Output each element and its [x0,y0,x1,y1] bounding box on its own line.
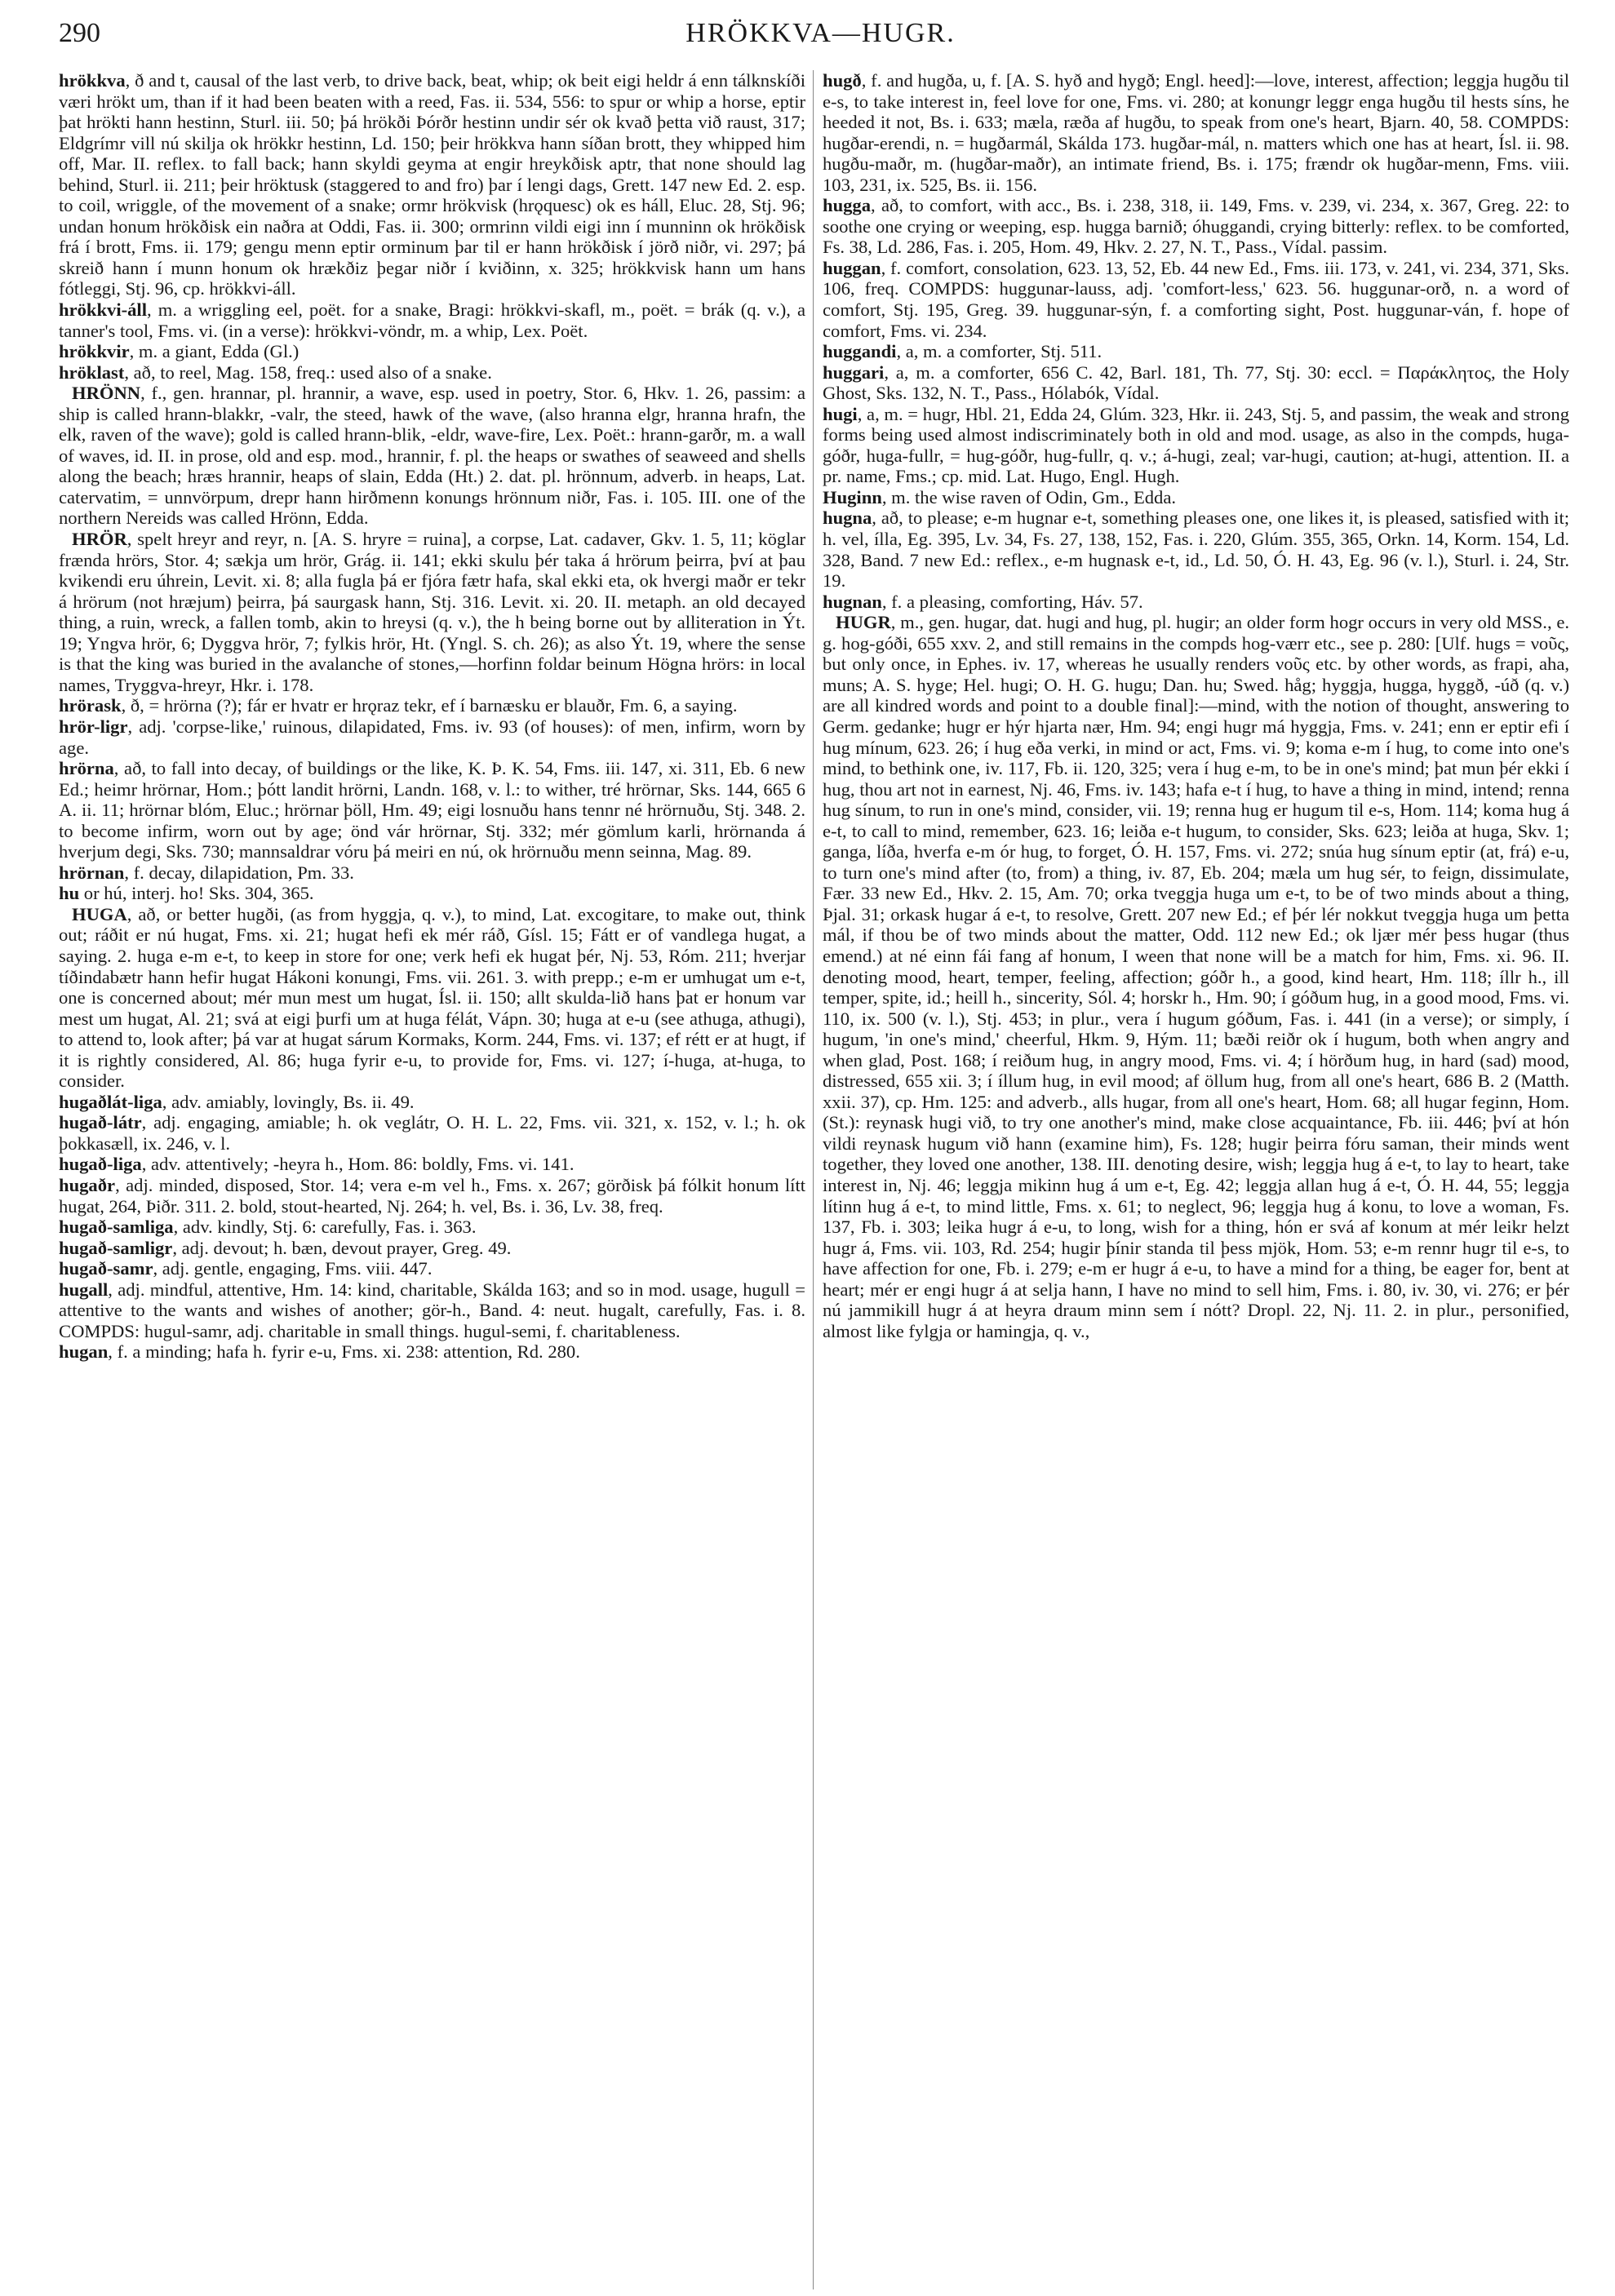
dictionary-entry [823,487,1569,508]
dictionary-entry [59,1258,805,1279]
entry-text: , spelt hreyr and reyr, n. [A. S. hryre = ruina], a corpse, Lat. cadaver, Gkv. 1. 5, 11; köglar frænda hrörs, Stor. 4; sækja um hrör, Grág. ii. 141; ekki skulu þér taka á hrörum þeirra, því at þau kvikendi eru úhrein, Levit. xi. 8; alla fugla þá er fjóra fætr hafa, skal ekki eta, ok hvergi maðr er tekr á hrörum (not hræjum) þeirra, þá saurgask hann, Stj. 316. Levit. xi. 20. II. metaph. an old decayed thing, a ruin, wreck, a fallen tomb, akin to hreysi (q. v.), the h being borne out by alliteration in Ýt. 19; Yngva hrör, 6; Dyggva hrör, 7; fylkis hrör, Ht. (Yngl. S. ch. 26); as also Ýt. 19, where the sense is that the king was buried in the avalanche of stones,—horfinn foldar beinum Högna hrörs: in local names, Tryggva-hreyr, Hkr. i. 178. [59,529,805,695]
headword: hrökkva [59,70,126,91]
entry-text: , m., gen. hugar, dat. hugi and hug, pl. hugir; an older form hogr occurs in very old MSS., e. g. hog-góði, 655 xxv. 2, and still remains in the compds hog-værr etc., see p. 280: [Ulf. hugs = νοῦς, but only once, in Ephes. iv. 17, whereas he usually renders νοῦς etc. by other words, as frapi, aha, muns; A. S. hyge; Hel. hugi; O. H. G. hugu; Dan. hu; Swed. håg; hyggja, hugga, hyggð, -úð (q. v.) are all kindred words and point to a double final]:—mind, with the notion of thought, answering to Germ. gedanke; hugr er hýr hjarta nær, Hm. 94; engi hugr má hyggja, Fms. v. 241; enn er eptir efi í hug mínum, 623. 26; í hug eða verki, in mind or act, Fms. vi. 9; koma e-m í hug, to come into one's mind, to bethink one, iv. 117, Fb. ii. 120, 325; vera í hug e-m, to be in one's mind; þat mun þér ekki í hug, thou art not in earnest, Nj. 46, Fms. iv. 143; hafa e-t í hug, to have a thing in mind, intend; renna hug sínum, to run in one's mind, consider, vii. 19; renna hug er hugum til e-s, Hom. 114; koma hug á e-t, to call to mind, remember, 623. 16; leiða e-t hugum, to consider, Sks. 623; leiða at huga, Skv. 1; ganga, líða, hverfa e-m ór hug, to forget, Ó. H. 157, Fms. vi. 272; snúa hug sínum eptir (at, frá) e-u, to turn one's mind after (to, from) a thing, iv. 87, Eb. 204; mæla um hug sér, to feign, dissimulate, Fær. 33 new Ed., Hkv. 2. 15, Am. 70; orka tveggja huga um e-t, to be of two minds about a thing, Þjal. 31; orkask hugar á e-t, to resolve, Grett. 207 new Ed.; ef þér lér nokkut tveggja huga um þetta mál, if thou be of two minds about the matter, Odd. 112 new Ed.; ok ljær mér þess hugar (thus emend.) at né einn fái fang af honum, I ween that none will be a match for him, Fms. xi. 96. II. denoting mood, heart, temper, feeling, affection; góðr h., a good, kind heart, Hm. 118; íllr h., ill temper, spite, id.; heill h., sincerity, Sól. 4; horskr h., Hm. 90; í góðum hug, in a good mood, Fms. vi. 110, ix. 500 (v. l.), Stj. 453; in plur., vera í hugum góðum, Fas. i. 441 (in a verse); or simply, í hugum, 'in one's mind,' cheerful, Hkm. 9, Hým. 11; bæði reiðr ok í hugum, both when angry and when glad, Post. 168; í reiðum hug, in angry mood, Fms. vi. 4; í hörðum hug, in hard (sad) mood, distressed, 655 xii. 3; í íllum hug, in evil mood; af öllum hug, from all one's heart, 686 B. 2 (Matth. xxii. 37), cp. Hm. 125: and adverb., alls hugar, from all one's heart, Hom. 68; all hugar feginn, Hom. (St.): reynask hugi við, to try one another's mind, make close acquaintance, Fb. iii. 446; því at hón vildi reynask hugum við hann (examine him), Fs. 128; hugir þeirra fóru saman, their minds went together, they loved one another, 138. III. denoting desire, wish; leggja hug á e-t, to lay to heart, take interest in, Nj. 46; leggja mikinn hug á um e-t, Eg. 42; leggja allan hug á e-t, Ó. H. 44, 55; leggja lítinn hug á e-t, to mind little, Fms. x. 61; to neglect, 96; leggja hug á konu, to love a woman, Fs. 137, Fb. i. 303; leika hugr á e-u, to long, wish for a thing, hón er svá af konum at mér leikr helzt hugr á, Fms. vii. 103, Rd. 254; hugir þínir standa til þess mjök, Hom. 53; e-m rennr hugr til e-s, to have affection for one, Fb. i. 279; e-m er hugr á e-u, to have a mind for a thing, be eager for, bent at heart; mér er engi hugr á at selja hann, I have no mind to sell him, Fms. i. 80, iv. 30, vi. 276; er þér nú jammikill hugr á at heyra draum minn sem í nótt? Dropl. 22, Nj. 11. 2. in plur., personified, almost like fylgja or hamingja, q. v., [823,612,1569,1341]
entry-text: , m. a wriggling eel, poët. for a snake, Bragi: hrökkvi-skafl, m., poët. = brák (q. v.), a tanner's tool, Fms. vi. (in a verse): hrökkvi-vöndr, m. a whip, Lex. Poët. [59,299,805,341]
entry-text: , f. decay, dilapidation, Pm. 33. [124,862,354,883]
dictionary-entry [59,1238,805,1259]
headword: HRÖNN [72,383,141,404]
entry-text: , ð and t, causal of the last verb, to drive back, beat, whip; ok beit eigi heldr á enn tálknskíði væri hrökt um, than if it had been beaten with a reed, Fas. ii. 534, 556: to spur or whip a horse, eptir þat hrökti hann hestinn, Sturl. iii. 50; þá hrökði Þórðr hestinn undir sér ok kvað þetta við raust, 317; Eldgrímr vill nú skilja ok hrökkr hestinn, Ld. 150; þeir hrökkva hann síðan brott, they whipped him off, Mar. II. reflex. to fall back; hann skyldi geyma at engir hreykðisk aptr, that none should lag behind, Sturl. ii. 211; þeir hröktusk (staggered to and fro) þar í lengi dags, Grett. 147 new Ed. 2. esp. to coil, wriggle, of the movement of a snake; ormr hrökvisk (hrǫquesc) ok es háll, Eluc. 28, Stj. 96; undan honum hrökðisk ein naðra at Oddi, Fas. ii. 300; ormrinn vildi eigi inn í munninn ok hrökðisk frá í brott, Fms. ii. 179; gengu menn eptir orminum þar til er hann hrökðisk í jörð niðr, vi. 297; þá skreið hann í munn honum ok hrækðiz þegar niðr í kviðinn, x. 325; hrökkvisk hann um hans fótleggi, Stj. 96, cp. hrökkvi-áll. [59,70,805,299]
dictionary-entry [59,362,805,383]
dictionary-entry [823,362,1569,404]
headword: huggan [823,257,881,278]
dictionary-entry [59,1092,805,1113]
headword: hugað-samr [59,1258,153,1279]
entry-text: , f., gen. hrannar, pl. hrannir, a wave, esp. used in poetry, Stor. 6, Hkv. 1. 26, passim: a ship is called hrann-blakkr, -valr, the steed, hawk of the wave, (also hranna elgr, hranna hrafn, the elk, raven of the wave); gold is called hrann-blik, -eldr, wave-fire, Lex. Poët.: hrann-garðr, m. a wall of waves, id. II. in prose, old and esp. mod., hrannir, f. pl. the heaps or swathes of seaweed and shells along the beach; hræs hrannir, heaps of slain, Edda (Ht.) 2. dat. pl. hrönnum, adverb. in heaps, Lat. catervatim, = unnvörpum, drepr hann hirðmenn konungs hrönnum niðr, Fas. i. 105. III. one of the northern Nereids was called Hrönn, Edda. [59,383,805,529]
headword: hugað-liga [59,1154,142,1175]
dictionary-entry [59,1154,805,1175]
entry-text: , a, m. = hugr, Hbl. 21, Edda 24, Glúm. 323, Hkr. ii. 243, Stj. 5, and passim, the weak and strong forms being used almost indiscriminately both in old and mod. usage, as also in the compds, huga-góðr, huga-fullr, = hug-góðr, hug-fullr, q. v.; á-hugi, zeal; var-hugi, caution; at-hugi, attention. II. a pr. name, Fms.; cp. mid. Lat. Hugo, Engl. Hugh. [823,403,1569,487]
headword: hugað-látr [59,1112,142,1133]
dictionary-entry [59,695,805,716]
headword: hrökkvir [59,341,130,362]
dictionary-entry [823,592,1569,613]
column-divider [813,70,814,2289]
headword: hrörnan [59,862,125,883]
entry-text: , að, to comfort, with acc., Bs. i. 238, 318, ii. 149, Fms. v. 239, vi. 234, x. 367, Greg. 22: to soothe one crying or weeping, esp. hugga barnið; óhuggandi, crying bitterly: reflex. to be comforted, Fs. 38, Ld. 286, Fas. i. 205, Hom. 49, Hkv. 2. 27, N. T., Pass., Vídal. passim. [823,195,1569,258]
entry-text: , ð, = hrörna (?); fár er hvatr er hrǫraz tekr, ef í barnæsku er blauðr, Fm. 6, a saying. [121,695,738,716]
headword: huggari [823,361,885,383]
headword: hugaðlát-liga [59,1091,162,1112]
headword: Huginn [823,486,882,508]
right-column [823,70,1569,1341]
dictionary-entry [59,299,805,341]
headword: hrörna [59,758,114,779]
entry-text: , að, or better hugði, (as from hyggja, q. v.), to mind, Lat. excogitare, to make out, think out; ráðit er nú hugat, Fms. xi. 21; hugat hefi ek mér ráð, Gísl. 15; Fátt er of vandlega hugat, a saying. 2. huga e-m e-t, to keep in store for one; verk hefi ek hugat þér, Nj. 53, Róm. 211; hverjar tíðindabætr hann hefir hugat Hákoni konungi, Fms. vii. 261. 3. with prepp.; e-m er umhugat um e-t, one is concerned about; mér mun mest um hugat, Ísl. ii. 150; allt skulda-lið hans þat er honum var mest um hugat, Al. 21; svá at eigi þurfi um at huga félát, Vápn. 30; huga at e-u (see athuga, athugi), to attend to, look after; þá var at hugat sárum Kormaks, Korm. 244, Fms. vi. 137; ef rétt er at hugt, if it is rightly considered, Al. 86; huga fyrir e-u, to provide for, Fms. vi. 127; í-huga, at-huga, to consider. [59,903,805,1092]
dictionary-entry [59,904,805,1092]
headword: hugnan [823,591,882,612]
entry-text: , að, to fall into decay, of buildings or the like, K. Þ. K. 54, Fms. iii. 147, xi. 311, Eb. 6 new Ed.; heimr hrörnar, Hom.; þótt landit hrörni, Landn. 168, v. l.: to wither, tré hrörnar, Sks. 144, 665 6 A. ii. 11; hrörnar blóm, Eluc.; hrörnar þöll, Hm. 49; eigi losnuðu hans tennr né hrörnuðu, Stj. 348. 2. to become infirm, worn out by age; önd vár hrörnar, Stj. 332; mér gömlum karli, hrörnanda á hverjum degi, Sks. 730; mannsaldrar vóru þá meiri en nú, ok hrörnuðu menn seinna, Mag. 89. [59,758,805,862]
page-number: 290 [59,18,100,48]
entry-text: , m. a giant, Edda (Gl.) [129,341,299,362]
entry-text: , a, m. a comforter, 656 C. 42, Barl. 181, Th. 77, Stj. 30: eccl. = Παράκλητος, the Holy Ghost, Sks. 132, N. T., Pass., Hólabók, Vídal. [823,361,1569,404]
entry-text: , adj. devout; h. bæn, devout prayer, Greg. 49. [172,1237,512,1258]
headword: hugna [823,508,872,529]
dictionary-entry [59,1279,805,1342]
dictionary-entry [59,341,805,362]
headword: hu [59,883,80,904]
headword: hrökkvi-áll [59,299,147,321]
headword: hugan [59,1341,109,1363]
dictionary-entry [59,862,805,884]
dictionary-entry [59,883,805,904]
dictionary-entry [59,716,805,758]
headword: hrörask [59,695,122,716]
dictionary-entry [59,70,805,299]
entry-text: , f. and hugða, u, f. [A. S. hyð and hygð; Engl. heed]:—love, interest, affection; leggja hugðu til e-s, to take interest in, feel love for one, Fms. vi. 280; at konungr leggr enga hugðu til hests síns, he heeded it not, Bs. i. 633; mæla, ræða af hugðu, to speak from one's heart, Bjarn. 40, 58. COMPDS: hugðar-erendi, n. = hugðarmál, Skálda 173. hugðar-mál, n. matters which one has at heart, Ísl. ii. 98. hugðu-maðr, m. (hugðar-maðr), an intimate friend, Bs. i. 175; frændr ok hugðar-menn, Fms. viii. 103, 231, ix. 525, Bs. ii. 156. [823,70,1569,195]
entry-text: , að, to reel, Mag. 158, freq.: used also of a snake. [124,361,492,383]
entry-text: , f. a minding; hafa h. fyrir e-u, Fms. xi. 238: attention, Rd. 280. [108,1341,580,1363]
entry-text: , að, to please; e-m hugnar e-t, something pleases one, one likes it, is pleased, satisfied with it; h. vel, ílla, Eg. 395, Lv. 34, Fs. 27, 138, 152, Fas. i. 220, Glúm. 355, 365, Orkn. 14, Korm. 154, Ld. 328, Band. 7 new Ed.: reflex., e-m hugnask e-t, id., Ld. 50, Ó. H. 43, Eg. 96 (v. l.), Sturl. i. 24, Str. 19. [823,508,1569,592]
headword: hugi [823,403,858,424]
entry-text: , adv. kindly, Stj. 6: carefully, Fas. i. 363. [173,1217,477,1238]
entry-text: , f. comfort, consolation, 623. 13, 52, Eb. 44 new Ed., Fms. iii. 173, v. 241, vi. 234, 371, Sks. 106, freq. COMPDS: huggunar-lauss, adj. 'comfort-less,' 623. 56. huggunar-orð, n. a word of comfort, Stj. 195, Greg. 39. huggunar-sýn, f. a comforting sight, Post. huggunar-ván, f. hope of comfort, Fms. vi. 234. [823,257,1569,341]
headword: huggandi [823,341,897,362]
dictionary-entry [59,758,805,862]
dictionary-entry [59,1341,805,1363]
headword: hugað-samligr [59,1237,173,1258]
headword: hugga [823,195,872,216]
headword: hugaðr [59,1174,116,1195]
entry-text: , adj. mindful, attentive, Hm. 14: kind, charitable, Skálda 163; and so in mod. usage, hugull = attentive to the wants and wishes of another; gör-h., Band. 4: neut. hugalt, carefully, Fas. i. 8. COMPDS: hugul-samr, adj. charitable in small things. hugul-semi, f. charitableness. [59,1279,805,1341]
headword: HRÖR [72,529,127,550]
entry-text: , adv. amiably, lovingly, Bs. ii. 49. [162,1091,415,1112]
dictionary-entry [59,1175,805,1217]
dictionary-entry [59,383,805,529]
dictionary-entry [823,258,1569,341]
entry-text: , adj. 'corpse-like,' ruinous, dilapidated, Fms. iv. 93 (of houses): of men, infirm, worn by age. [59,716,805,758]
entry-text: , adj. gentle, engaging, Fms. viii. 447. [153,1258,433,1279]
dictionary-entry [823,195,1569,258]
entry-text: or hú, interj. ho! Sks. 304, 365. [79,883,314,904]
entry-text: , m. the wise raven of Odin, Gm., Edda. [881,486,1177,508]
headword: hugð [823,70,862,91]
headword: HUGA [72,903,127,924]
page-header [59,18,1582,59]
entry-text: , f. a pleasing, comforting, Háv. 57. [881,591,1143,612]
headword: hugað-samliga [59,1217,174,1238]
dictionary-entry [823,404,1569,487]
dictionary-entry [823,341,1569,362]
entry-text: , adv. attentively; -heyra h., Hom. 86: boldly, Fms. vi. 141. [141,1154,575,1175]
left-column [59,70,805,1363]
headword: hrör-ligr [59,716,128,737]
dictionary-entry [59,1217,805,1238]
dictionary-entry [823,70,1569,195]
entry-text: , adj. engaging, amiable; h. ok veglátr, O. H. L. 22, Fms. vii. 321, x. 152, v. l.; h. ok þokkasæll, ix. 246, v. l. [59,1112,805,1154]
headword: hugall [59,1279,109,1300]
dictionary-entry [59,529,805,695]
headword: HUGR [836,612,891,633]
entry-text: , a, m. a comforter, Stj. 511. [896,341,1103,362]
dictionary-entry [823,612,1569,1341]
page-title: HRÖKKVA—HUGR. [685,18,956,48]
headword: hröklast [59,361,125,383]
dictionary-entry [823,508,1569,591]
entry-text: , adj. minded, disposed, Stor. 14; vera e-m vel h., Fms. x. 267; görðisk þá fólkit honum lítt hugat, 264, Þiðr. 311. 2. bold, stout-hearted, Nj. 264; h. vel, Bs. i. 36, Lv. 38, freq. [59,1174,805,1217]
dictionary-entry [59,1112,805,1154]
